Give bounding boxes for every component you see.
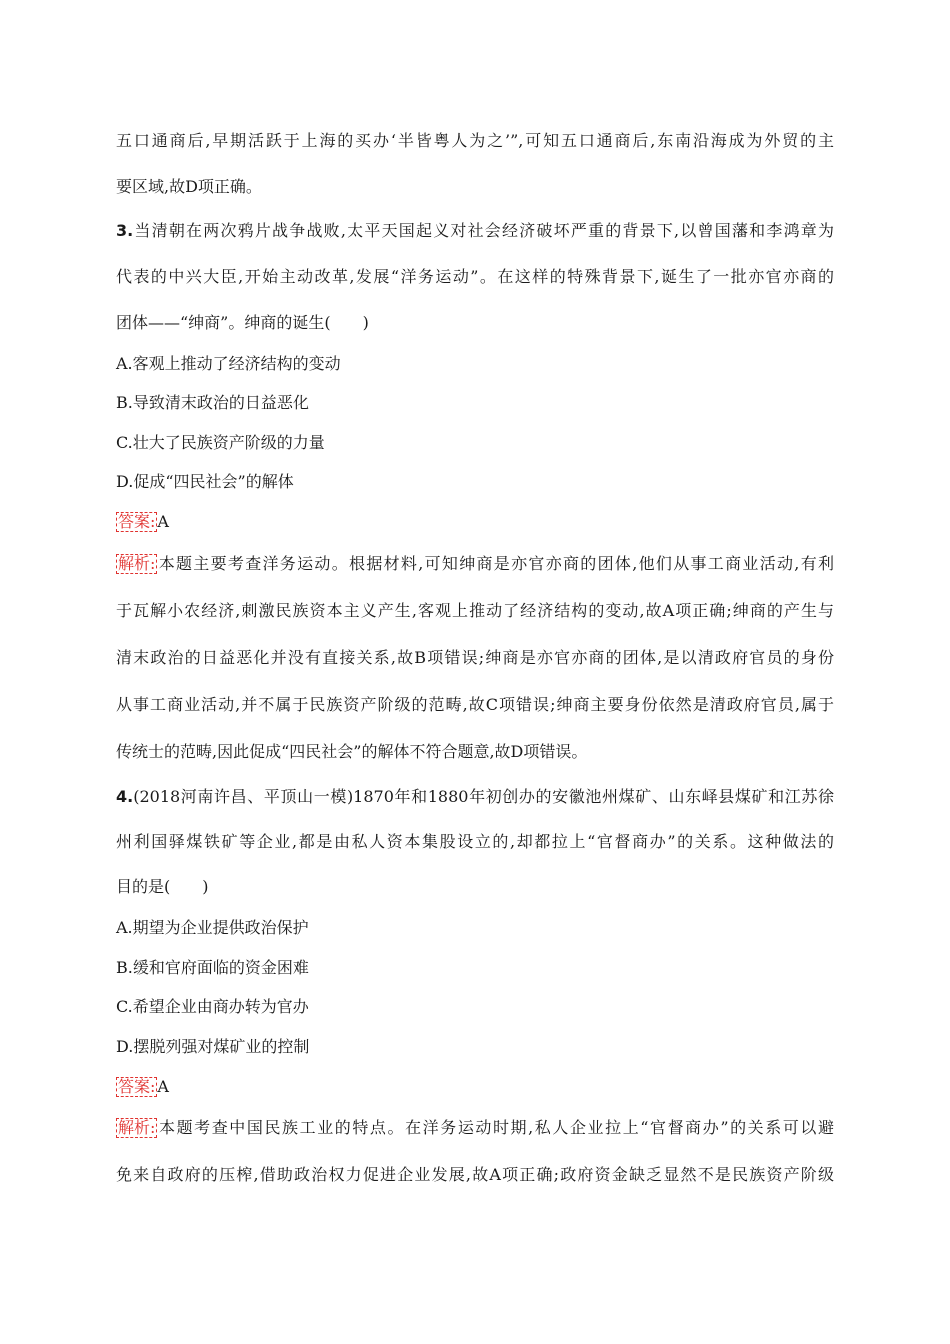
q4-analysis-line-2: 免来自政府的压榨,借助政治权力促进企业发展,故A项正确;政府资金缺乏显然不是民族资产阶级 — [116, 1165, 834, 1184]
q4-option-d: D.摆脱列强对煤矿业的控制 — [116, 1037, 310, 1056]
q3-analysis-line-3: 清末政治的日益恶化并没有直接关系,故B项错误;绅商是亦官亦商的团体,是以清政府官员的身份 — [116, 648, 834, 667]
q3-number: 3. — [116, 221, 134, 240]
q3-option-d: D.促成“四民社会”的解体 — [116, 472, 294, 491]
q3-analysis-line-4: 从事工商业活动,并不属于民族资产阶级的范畴,故C项错误;绅商主要身份依然是清政府官员,属于 — [116, 695, 834, 714]
q3-analysis-tag: 解析: — [118, 554, 156, 573]
q4-stem-line-2: 州利国驿煤铁矿等企业,都是由私人资本集股设立的,却都拉上“官督商办”的关系。这种做法的 — [116, 832, 834, 851]
q3-analysis-line-1 — [116, 554, 834, 574]
q3-analysis-line-2: 于瓦解小农经济,刺激民族资本主义产生,客观上推动了经济结构的变动,故A项正确;绅商的产生与 — [116, 601, 834, 620]
q4-answer-line — [116, 1077, 169, 1097]
q4-stem-text-1: (2018河南许昌、平顶山一模)1870年和1880年初创办的安徽池州煤矿、山东峄县煤矿和江苏徐 — [133, 787, 834, 806]
q3-option-b: B.导致清末政治的日益恶化 — [116, 393, 309, 412]
q3-option-c: C.壮大了民族资产阶级的力量 — [116, 433, 325, 452]
q4-option-b: B.缓和官府面临的资金困难 — [116, 958, 309, 977]
q3-answer-line — [116, 512, 169, 532]
q3-option-a: A.客观上推动了经济结构的变动 — [116, 354, 341, 373]
q4-number: 4. — [116, 787, 134, 806]
q3-analysis-text-1: 本题主要考查洋务运动。根据材料,可知绅商是亦官亦商的团体,他们从事工商业活动,有利 — [157, 554, 834, 573]
q4-stem-line-1 — [116, 787, 834, 807]
prev-explanation-line-2: 要区域,故D项正确。 — [116, 177, 262, 196]
q4-answer-tag: 答案: — [118, 1077, 156, 1096]
q4-stem-line-3: 目的是( ) — [116, 877, 209, 896]
q3-stem-line-3: 团体——“绅商”。绅商的诞生( ) — [116, 313, 369, 332]
q3-stem-line-2: 代表的中兴大臣,开始主动改革,发展“洋务运动”。在这样的特殊背景下,诞生了一批亦官亦商的 — [116, 267, 834, 286]
q3-answer-tag: 答案: — [118, 512, 156, 531]
q4-analysis-line-1 — [116, 1118, 834, 1138]
q3-answer-value: A — [157, 512, 169, 531]
prev-explanation-line-1: 五口通商后,早期活跃于上海的买办‘半皆粤人为之’”,可知五口通商后,东南沿海成为外贸的主 — [116, 131, 834, 150]
q4-analysis-text-1: 本题考查中国民族工业的特点。在洋务运动时期,私人企业拉上“官督商办”的关系可以避 — [157, 1118, 834, 1137]
q4-option-c: C.希望企业由商办转为官办 — [116, 997, 309, 1016]
q4-answer-value: A — [157, 1077, 169, 1096]
q3-analysis-line-5: 传统士的范畴,因此促成“四民社会”的解体不符合题意,故D项错误。 — [116, 742, 588, 761]
q3-stem-line-1 — [116, 221, 834, 241]
q3-stem-text-1: 当清朝在两次鸦片战争战败,太平天国起义对社会经济破坏严重的背景下,以曾国藩和李鸿章为 — [133, 221, 834, 240]
q4-option-a: A.期望为企业提供政治保护 — [116, 918, 309, 937]
q4-analysis-tag: 解析: — [118, 1118, 156, 1137]
